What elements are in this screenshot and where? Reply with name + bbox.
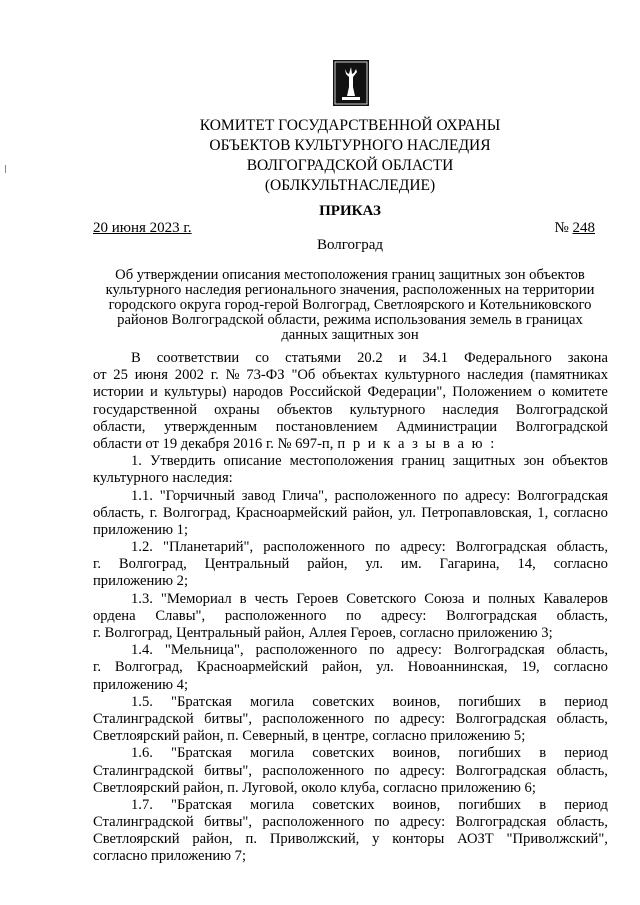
order-directive: п р и к а з ы в а ю :	[337, 435, 497, 452]
item-1-6-line: Сталинградской битвы", расположенного по адресу: Волгоградская область,	[93, 762, 608, 779]
order-date: 20 июня 2023 г.	[93, 220, 192, 236]
item-1-6-line: Светлоярский район, п. Луговой, около клуба, согласно приложению 6;	[93, 779, 536, 796]
scan-edge-mark	[5, 165, 6, 173]
item-1-3-line: 1.3. "Мемориал в честь Героев Советского Союза и полных Кавалеров	[131, 590, 608, 607]
order-subject	[80, 268, 620, 343]
order-number-prefix: №	[554, 220, 569, 236]
preamble-line: государственной охраны объектов культурного наследия Волгоградской	[93, 401, 608, 418]
item-1-1-line: область, г. Волгоград, Красноармейский район, ул. Петропавловская, 1, согласно	[93, 504, 608, 521]
subject-line: городского округа город-герой Волгоград, Светлоярского и Котельниковского	[108, 297, 592, 313]
item-1-1-line: 1.1. "Горчичный завод Глича", расположенного по адресу: Волгоградская	[131, 487, 608, 504]
item-1-1-line: приложению 1;	[93, 521, 189, 538]
item-1-4-line: г. Волгоград, Красноармейский район, ул. Новоаннинская, 19, согласно	[93, 659, 608, 676]
item-1-2-line: 1.2. "Планетарий", расположенного по адресу: Волгоградская область,	[131, 539, 608, 556]
item-1-5-line: Сталинградской битвы", расположенного по адресу: Волгоградская область,	[93, 710, 608, 727]
preamble-line: от 25 июня 2002 г. № 73-ФЗ "Об объектах культурного наследия (памятниках	[93, 367, 608, 384]
preamble-line: истории и культуры) народов Российской Федерации", Положением о комитете	[93, 384, 608, 401]
preamble-line: области от 19 декабря 2016 г. № 697-п, п р и к а з ы в а ю :	[93, 435, 497, 452]
item-1-4-line: приложению 4;	[93, 676, 189, 693]
item-1-5-line: 1.5. "Братская могила советских воинов, погибших в период	[131, 693, 608, 710]
order-title: ПРИКАЗ	[319, 203, 381, 219]
subject-line: Об утверждении описания местоположения границ защитных зон объектов	[115, 267, 585, 283]
preamble-line: области, утвержденным постановлением Администрации Волгоградской	[93, 418, 608, 435]
item-1-line: 1. Утвердить описание местоположения границ защитных зон объектов	[131, 453, 608, 470]
volgograd-coat-of-arms-emblem	[333, 60, 369, 106]
item-1-2-line: приложению 2;	[93, 573, 189, 590]
committee-header	[140, 116, 560, 196]
subject-line: данных защитных зон	[281, 327, 419, 343]
item-1-line: культурного наследия:	[93, 470, 233, 487]
header-line: КОМИТЕТ ГОСУДАРСТВЕННОЙ ОХРАНЫ	[199, 117, 501, 134]
preamble-line: В соответствии со статьями 20.2 и 34.1 Федерального закона	[131, 350, 608, 366]
item-1-7-line: согласно приложению 7;	[93, 848, 247, 865]
order-city: Волгоград	[316, 237, 383, 253]
order-body	[93, 350, 608, 866]
header-line: ВОЛГОГРАДСКОЙ ОБЛАСТИ	[246, 157, 454, 174]
item-1-7-line: 1.7. "Братская могила советских воинов, погибших в период	[131, 796, 608, 813]
item-1-7-line: Светлоярский район, п. Приволжский, у конторы АОЗТ "Приволжский",	[93, 831, 608, 848]
item-1-7-line: Сталинградской битвы", расположенного по адресу: Волгоградская область,	[93, 814, 608, 831]
item-1-3-line: ордена Славы", расположенного по адресу: Волгоградская область,	[93, 607, 608, 624]
subject-line: культурного наследия регионального значения, расположенных на территории	[105, 282, 595, 298]
item-1-5-line: Светлоярский район, п. Северный, в центре, согласно приложению 5;	[93, 728, 526, 745]
item-1-4-line: 1.4. "Мельница", расположенного по адресу: Волгоградская область,	[131, 642, 608, 659]
item-1-2-line: г. Волгоград, Центральный район, ул. им. Гагарина, 14, согласно	[93, 556, 608, 573]
header-line: ОБЪЕКТОВ КУЛЬТУРНОГО НАСЛЕДИЯ	[209, 137, 491, 154]
item-1-3-line: г. Волгоград, Центральный район, Аллея Героев, согласно приложению 3;	[93, 625, 553, 641]
order-number	[554, 220, 595, 237]
header-line: (ОБЛКУЛЬТНАСЛЕДИЕ)	[264, 177, 436, 194]
order-number-value: 248	[572, 220, 595, 236]
subject-line: районов Волгоградской области, режима использования земель в границах	[117, 312, 583, 328]
item-1-6-line: 1.6. "Братская могила советских воинов, погибших в период	[131, 745, 608, 762]
